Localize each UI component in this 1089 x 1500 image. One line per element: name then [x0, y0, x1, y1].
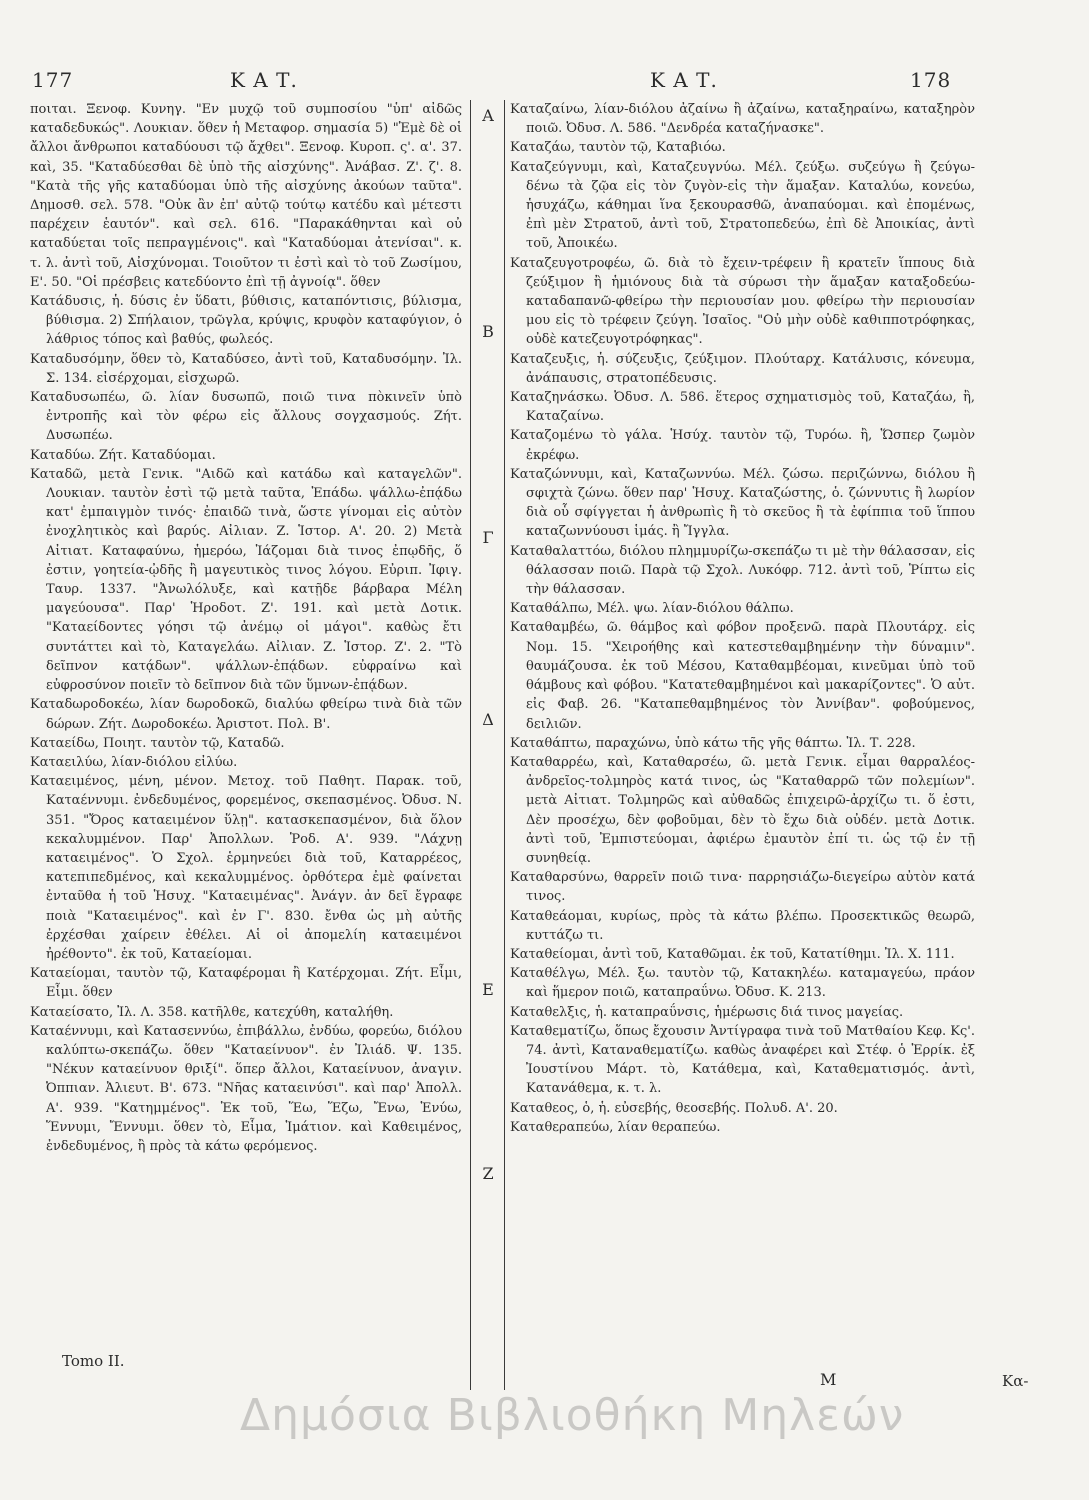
dictionary-entry: Κατάδυσις, ἡ. δύσις ἐν ὕδατι, βύθισις, καταπόντισις, βύλισμα, βύθισμα. 2) Σπήλαιον, τρῶγλα, κρύψις, κρυφὸν καταφύγιον, ὁ λάθριος τόπος καὶ βαθύς, φωλεός.: [30, 294, 462, 348]
dictionary-entry: Καταθαρρέω, καὶ, Καταθαρσέω, ῶ. μετὰ Γενικ. εἶμαι θαρραλέος-ἀνδρεῖος-τολμηρὸς κατά τινος, ὡς "Καταθαρρῶ τῶν πολεμίων". μετὰ Αἰτιατ. Τολμηρῶς καὶ αὐθαδῶς ἐπιχειρῶ-ἀρχίζω τι. ὅ ἐστι, Δὲν προσέχω, δὲν φοβοῦμαι, δὲν τὸ ἔχω διὰ οὐδέν. μετὰ Δοτικ. ἀντὶ τοῦ, Ἐμπιστεύομαι, ἀφιέρω ἐμαυτὸν ἐπί τι. ὡς τῷ ἐν τῇ συνηθείᾳ.: [510, 754, 975, 866]
dictionary-entry: Καταέννυμι, καὶ Κατασεννύω, ἐπιβάλλω, ἐνδύω, φορεύω, διόλου καλύπτω-σκεπάζω. ὅθεν "Καταείνυον". ἐν Ἰλιάδ. Ψ. 135. "Νέκυν καταείνυον θριξί". ὅπερ ἄλλοι, Καταείνυον, ἀναγιν. Ὀππιαν. Ἀλιευτ. Β'. 673. "Νῆας καταεινύσι". καὶ παρ' Ἀπολλ. Α'. 939. "Κατημμένος". Ἐκ τοῦ, Ἕω, Ἕζω, Ἔνω, Ἑνύω, Ἕννυμι, Ἔννυμι. ὅθεν τὸ, Εἷμα, Ἱμάτιον. καὶ Καθειμένος, ἐνδεδυμένος, ἢ πρὸς τὰ κάτω φερόμενος.: [30, 1023, 462, 1154]
dictionary-entry: Καταθελξις, ἡ. καταπραΰνσις, ἡμέρωσις διά τινος μαγείας.: [510, 1004, 904, 1020]
dictionary-entry: Καταειλύω, λίαν-διόλου εἰλύω.: [30, 754, 238, 770]
dictionary-entry: Καταδύω. Ζήτ. Καταδύομαι.: [30, 447, 216, 463]
dictionary-entry: Καταζομένω τὸ γάλα. Ἡσύχ. ταυτὸν τῷ, Τυρόω. ἢ, Ὥσπερ ζωμὸν ἐκρέφω.: [510, 428, 975, 463]
gutter-letter: Β: [482, 322, 494, 341]
dictionary-entry: Καταζάω, ταυτὸν τῷ, Καταβιόω.: [510, 140, 726, 156]
dictionary-entry: Καταθαρσύνω, θαρρεῖν ποιῶ τινα· παρρησιάζω-διεγείρω αὐτὸν κατά τινος.: [510, 870, 975, 905]
dictionary-entry: Καταθάλπω, Μέλ. ψω. λίαν-διόλου θάλπω.: [510, 601, 794, 617]
gutter-letter: Α: [482, 106, 494, 125]
signature-mark: Μ: [820, 1370, 837, 1389]
gutter-letter: Δ: [482, 710, 494, 729]
dictionary-entry: Καταθεος, ὁ, ἡ. εὐσεβής, θεοσεβής. Πολυδ. Α'. 20.: [510, 1100, 838, 1116]
column-gutter: [470, 100, 506, 1390]
dictionary-entry: Καταζεύγνυμι, καὶ, Καταζευγνύω. Μέλ. ζεύξω. συζεύγω ἢ ζεύγω-δένω τὰ ζῷα εἰς τὸν ζυγὸν-εἰς τὴν ἅμαξαν. Καταλύω, κονεύω, ἡσυχάζω, κάθημαι ἵνα ξεκουρασθῶ, ἀναπαύομαι. καὶ ἐπομένως, ἐπὶ μὲν Στρατοῦ, ἀντὶ τοῦ, Στρατοπεδεύω, ἐπὶ δὲ Ἀποικίας, ἀντὶ τοῦ, Ἀποικέω.: [510, 159, 975, 252]
library-watermark: Δημόσια Βιβλιοθήκη Μηλεών: [240, 1390, 905, 1441]
dictionary-entry: Καταζευγοτροφέω, ῶ. διὰ τὸ ἔχειν-τρέφειν ἢ κρατεῖν ἵππους διὰ ζεύξιμον ἢ ἡμιόνους διὰ τὰ σύρωσι τὴν ἅμαξαν καταξοδεύω-καταδαπανῶ-φθείρω τὴν περιουσίαν μου. φθείρω τὴν περιουσίαν μου εἰς τὸ τρέφειν ζεύγη. Ἰσαῖος. "Οὐ μὴν οὐδὲ καθιπποτρόφηκας, οὐδὲ κατεζευγοτρόφηκας".: [510, 255, 975, 348]
dictionary-entry: Καταζευξις, ἡ. σύζευξις, ζεύξιμον. Πλούταρχ. Κατάλυσις, κόνευμα, ἀνάπαυσις, στρατοπέδευσις.: [510, 351, 975, 386]
left-column: [30, 100, 462, 1156]
gutter-letter: Γ: [482, 528, 494, 547]
gutter-letter: Ζ: [482, 1164, 494, 1183]
dictionary-entry: Καταδυσόμην, ὅθεν τὸ, Καταδύσεο, ἀντὶ τοῦ, Καταδυσόμην. Ἰλ. Σ. 134. εἰσέρχομαι, εἰσχωρῶ.: [30, 351, 462, 386]
dictionary-entry: Καταθεάομαι, κυρίως, πρὸς τὰ κάτω βλέπω. Προσεκτικῶς θεωρῶ, κυττάζω τι.: [510, 908, 975, 943]
dictionary-entry: Καταθέλγω, Μέλ. ξω. ταυτὸν τῷ, Κατακηλέω. καταμαγεύω, πράον καὶ ἥμερον ποιῶ, καταπραΰνω. Ὀδυσ. Κ. 213.: [510, 966, 975, 1001]
running-title-right: Κ Α Τ.: [650, 68, 718, 92]
running-title-left: Κ Α Τ.: [230, 68, 298, 92]
column-rule: [504, 100, 505, 1390]
volume-label: Tomo II.: [62, 1352, 125, 1370]
running-header: [30, 68, 1059, 98]
dictionary-entry: Καταζώννυμι, καὶ, Καταζωννύω. Μέλ. ζώσω. περιζώννω, διόλου ἢ σφιχτὰ ζώνω. ὅθεν παρ' Ἡσυχ. Καταζώστης, ὁ. ζώννυτις ἢ λωρίον διὰ οὗ σφίγγεται ἡ ἀνθρωπὶς ἢ τὸ σκεῦος ἢ τὰ ἐφίππια τοῦ ἵππου καταζωννύουσι ἱμάς. ἢ Ἴγγλα.: [510, 466, 975, 540]
dictionary-entry: Καταείσατο, Ἰλ. Λ. 358. κατῆλθε, κατεχύθη, καταλήθη.: [30, 1004, 394, 1020]
catchword: Κα-: [1002, 1372, 1029, 1390]
dictionary-entry: Καταθαλαττόω, διόλου πλημμυρίζω-σκεπάζω τι μὲ τὴν θάλασσαν, εἰς θάλασσαν ποιῶ. Παρὰ τῷ Σχολ. Λυκόφρ. 712. ἀντὶ τοῦ, Ῥίπτω εἰς τὴν θάλασσαν.: [510, 543, 975, 598]
dictionary-entry: Καταδυσωπέω, ῶ. λίαν δυσωπῶ, ποιῶ τινα πὸκινεῖν ὑπὸ ἐντροπῆς καὶ τὸν φέρω εἰς ἄλλους σογχασμούς. Ζήτ. Δυσωπέω.: [30, 390, 462, 444]
dictionary-entry: ποιται. Ξενοφ. Κυνηγ. "Εν μυχῷ τοῦ συμποσίου "ὑπ' αἰδῶς καταδεδυκώς". Λουκιαν. ὅθεν ἡ Μεταφορ. σημασία 5) "Ἐμὲ δὲ οἱ ἄλλοι ἄνθρωποι καταδύουσι τῷ ἄχθει". Ξενοφ. Κυροπ. ς'. α'. 37. καὶ, 35. "Καταδύεσθαι δὲ ὑπὸ τῆς αἰσχύνης". Ἀνάβασ. Ζ'. ζ'. 8. "Κατὰ τῆς γῆς καταδύομαι ὑπὸ τῆς αἰσχύνης ἀκούων ταῦτα". Δημοσθ. σελ. 578. "Οὐκ ἂν ἐπ' αὐτῷ τούτῳ κατέδυ καὶ μέτεστι παρέχειν ἑαυτόν". καὶ σελ. 616. "Παρακάθηνται καὶ οὐ καταδύεται τοῖς πεπραγμένοις". καὶ "Καταδύομαι ἀτενίσαι". κ. τ. λ. ἀντὶ τοῦ, Αἰσχύνομαι. Τοιοῦτον τι ἐστὶ καὶ τὸ τοῦ Ζωσίμου, Ε'. 50. "Οἱ πρέσβεις κατεδύοντο ἐπὶ τῇ ἀγνοίᾳ". ὅθεν: [30, 102, 462, 290]
column-rule: [470, 100, 471, 1390]
dictionary-entry: Καταθάπτω, παραχώνω, ὑπὸ κάτω τῆς γῆς θάπτω. Ἰλ. Τ. 228.: [510, 735, 916, 751]
dictionary-entry: Καταείομαι, ταυτὸν τῷ, Καταφέρομαι ἢ Κατέρχομαι. Ζήτ. Εἶμι, Εἶμι. ὅθεν: [30, 966, 462, 1001]
dictionary-entry: Καταθείομαι, ἀντὶ τοῦ, Καταθῶμαι. ἐκ τοῦ, Κατατίθημι. Ἰλ. Χ. 111.: [510, 946, 955, 962]
dictionary-entry: Καταζηνάσκω. Ὀδυσ. Λ. 586. ἕτερος σχηματισμὸς τοῦ, Καταζάω, ἢ, Καταζαίνω.: [510, 390, 975, 425]
gutter-letter: Ε: [482, 980, 494, 999]
right-column: [510, 100, 975, 1137]
dictionary-entry: Καταθαμβέω, ῶ. θάμβος καὶ φόβον προξενῶ. παρὰ Πλουτάρχ. εἰς Νομ. 15. "Χειροήθης καὶ κατεστεθαμβημένην τὴν δύναμιν". θαυμάζουσα. ἐκ τοῦ Μέσου, Καταθαμβέομαι, κινεῦμαι ὑπὸ τοῦ θάμβους καὶ φόβου. "Κατατεθαμβημένοι καὶ μακαρίζοντες". Ὁ αὐτ. εἰς Φαβ. 26. "Καταπεθαμβημένος τὸν Ἀννίβαν". φοβούμενος, δειλιῶν.: [510, 620, 975, 732]
dictionary-entry: Καταδῶ, μετὰ Γενικ. "Αιδῶ καὶ κατάδω καὶ καταγελῶν". Λουκιαν. ταυτὸν ἐστὶ τῷ μετὰ ταῦτα, Ἐπάδω. ψάλλω-ἐπᾴδω κατ' ἐμπαιγμὸν τινός· ἐπαιδῶ τινὰ, ὥστε γίνομαι εἰς αὐτὸν ἐνοχλητικὸς καὶ βαρύς. Αἰλιαν. Ζ. Ἱστορ. Α'. 20. 2) Μετὰ Αἰτιατ. Καταφαύνω, ἡμερόω, Ἰάζομαι διὰ τινος ἐπῳδῆς, ὅ ἐστιν, γοητεία-ᾠδῆς ἢ μαγευτικὸς τινος λόγου. Εὐριπ. Ἰφιγ. Ταυρ. 1337. "Ἀνωλόλυξε, καὶ κατῇδε βάρβαρα Μέλη μαγεύουσα". Παρ' Ἡροδοτ. Ζ'. 191. καὶ μετὰ Δοτικ. "Καταείδοντες γόησι τῷ ἀνέμῳ οἱ μάγοι". καθὼς ἔτι συντάττει καὶ τὸ, Καταγελάω. Αἰλιαν. Ζ. Ἱστορ. Ζ'. 2. "Τὸ δεῖπνον κατᾴδων". ψάλλων-ἐπᾴδων. εὐφραίνω καὶ εὐφροσύνον ποιεῖν τὸ δεῖπνον διὰ τῶν ὕμνων-ἐπᾴδων.: [30, 466, 462, 694]
dictionary-entry: Καταθεραπεύω, λίαν θεραπεύω.: [510, 1119, 721, 1135]
page-number-left: 177: [32, 68, 74, 92]
dictionary-entry: Καταειμένος, μένη, μένον. Μετοχ. τοῦ Παθητ. Παρακ. τοῦ, Καταέννυμι. ἐνδεδυμένος, φορεμένος, σκεπασμένος. Ὀδυσ. Ν. 351. "Ὄρος καταειμένον ὕλῃ". κατασκεπασμένον, διὰ ὅλον κεκαλυμμένον. Παρ' Ἀπολλων. Ῥοδ. Α'. 939. "Λάχνῃ καταειμένος". Ὁ Σχολ. ἑρμηνεύει διὰ τοῦ, Καταρρέεος, κατεπιπεδμένος, καὶ κεκαλυμμένος. ὀρθότερα ἐμὲ φαίνεται ἐνταῦθα ἡ τοῦ Ἡσυχ. "Καταειμένας". Ἀνάγν. ἀν δεῖ ἔγραφε ποιὰ "Καταειμένος". καὶ ἐν Γ'. 830. ἔνθα ὡς μὴ αὐτῆς ἐρχέσθαι χαίρειν ἐθέλει. Αἱ οἱ ἀπομελίη καταειμένοι ἠρέθοντο". ἐκ τοῦ, Καταείομαι.: [30, 774, 462, 962]
dictionary-entry: Καταθεματίζω, ὅπως ἔχουσιν Ἀντίγραφα τινὰ τοῦ Ματθαίου Κεφ. Κς'. 74. ἀντὶ, Καταναθεματίζω. καθὼς ἀναφέρει καὶ Στέφ. ὁ Ἐρρίκ. ἐξ Ἰουστίνου Μάρτ. τὸ, Κατάθεμα, καὶ, Καταθεματισμός. ἀντὶ, Κατανάθεμα, κ. τ. λ.: [510, 1023, 975, 1097]
page-number-right: 178: [910, 68, 952, 92]
dictionary-entry: Καταζαίνω, λίαν-διόλου ἀζαίνω ἢ ἀζαίνω, καταξηραίνω, καταξηρὸν ποιῶ. Ὀδυσ. Λ. 586. "Δενδρέα καταζήνασκε".: [510, 102, 975, 137]
dictionary-entry: Καταείδω, Ποιητ. ταυτὸν τῷ, Καταδῶ.: [30, 735, 285, 751]
dictionary-entry: Καταδωροδοκέω, λίαν δωροδοκῶ, διαλύω φθείρω τινὰ διὰ τῶν δώρων. Ζήτ. Δωροδοκέω. Ἀριστοτ. Πολ. Β'.: [30, 697, 462, 732]
